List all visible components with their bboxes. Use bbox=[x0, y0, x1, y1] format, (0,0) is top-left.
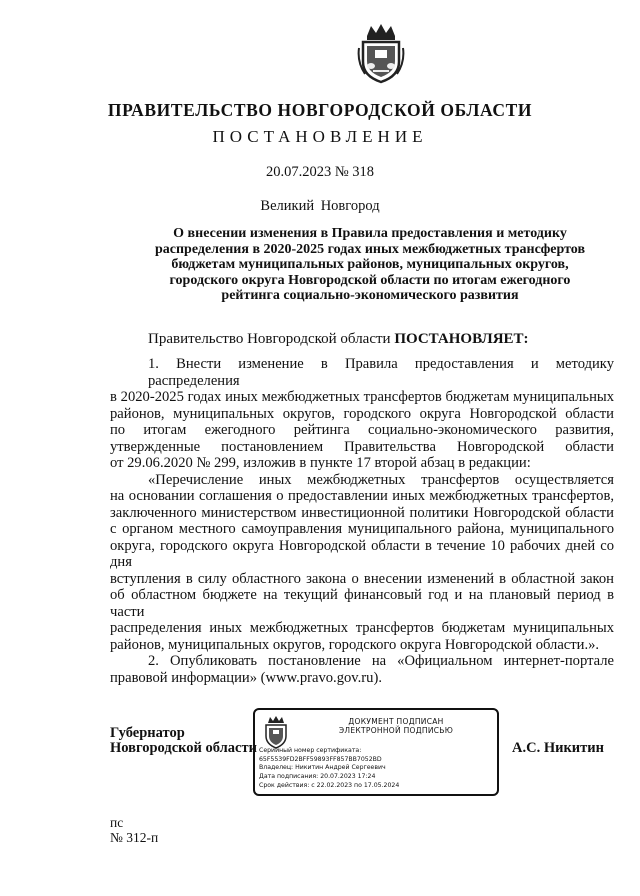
paragraph-2 bbox=[110, 653, 614, 686]
document-title bbox=[125, 226, 615, 304]
coat-of-arms-icon bbox=[357, 22, 405, 84]
document-body bbox=[110, 356, 614, 686]
footer-number: № 312-п bbox=[110, 830, 159, 845]
document-footer bbox=[110, 815, 158, 845]
stamp-heading bbox=[301, 717, 491, 735]
body-line: распределения иных межбюджетных трансфертов бюджетам муниципальных bbox=[110, 620, 614, 636]
body-line: «Перечисление иных межбюджетных трансфертов осуществляется bbox=[148, 471, 614, 488]
stamp-signed-date: Дата подписания: 20.07.2023 17:24 bbox=[259, 773, 376, 781]
signatory-title bbox=[110, 726, 257, 756]
organization-title: ПРАВИТЕЛЬСТВО НОВГОРОДСКОЙ ОБЛАСТИ bbox=[107, 100, 533, 120]
decree-keyword: ПОСТАНОВЛЯЕТ: bbox=[394, 331, 529, 347]
signatory-title-line: Губернатор bbox=[110, 725, 185, 741]
electronic-signature-stamp bbox=[253, 708, 499, 796]
body-line: вступления в силу областного закона о внесении изменений в областной закон bbox=[110, 570, 614, 587]
signatory-title-line: Новгородской области bbox=[110, 740, 257, 756]
paragraph-1 bbox=[110, 356, 614, 472]
body-line: районов, муниципальных округов, городского округа Новгородской области bbox=[110, 405, 614, 422]
signatory-name: А.С. Никитин bbox=[512, 740, 604, 756]
stamp-validity: Срок действия: с 22.02.2023 по 17.05.2024 bbox=[259, 781, 400, 789]
stamp-owner: Владелец: Никитин Андрей Сергеевич bbox=[259, 764, 386, 772]
title-line: рейтинга социально-экономического развития bbox=[221, 288, 519, 303]
body-line: с органом местного самоуправления муниципального района, муниципального bbox=[110, 521, 614, 537]
footer-initials: пс bbox=[110, 815, 124, 830]
body-line: от 29.06.2020 № 299, изложив в пункте 17 второй абзац в редакции: bbox=[110, 455, 531, 471]
body-line: на основании соглашения о предоставлении иных межбюджетных трансфертов, bbox=[110, 488, 614, 504]
stamp-details bbox=[259, 747, 399, 791]
stamp-heading-line: ДОКУМЕНТ ПОДПИСАН bbox=[348, 717, 444, 726]
body-line: по итогам ежегодного рейтинга социально-экономического развития, bbox=[110, 422, 614, 438]
paragraph-quote bbox=[110, 472, 614, 654]
body-line: округа, городского округа Новгородской области в течение 10 рабочих дней со дня bbox=[110, 537, 614, 570]
stamp-heading-line: ЭЛЕКТРОННОЙ ПОДПИСЬЮ bbox=[338, 726, 454, 735]
document-type: ПОСТАНОВЛЕНИЕ bbox=[212, 127, 428, 146]
decree-line bbox=[148, 331, 529, 348]
title-line: О внесении изменения в Правила предоставления и методику bbox=[173, 226, 567, 241]
document-date-number: 20.07.2023 № 318 bbox=[265, 164, 375, 180]
title-line: бюджетам муниципальных районов, муниципальных округов, bbox=[171, 257, 569, 272]
stamp-serial-label: Серийный номер сертификата: bbox=[259, 747, 362, 754]
document-city: Великий Новгород bbox=[260, 198, 380, 214]
body-line: в 2020-2025 годах иных межбюджетных трансфертов бюджетам муниципальных bbox=[110, 389, 614, 405]
body-line: районов, муниципальных округов, городского округа Новгородской области.». bbox=[110, 636, 600, 653]
body-line: заключенного министерством инвестиционной политики Новгородской области bbox=[110, 504, 614, 521]
stamp-coat-of-arms-icon bbox=[261, 715, 291, 749]
stamp-serial: 65F5539FD2BFF59893FF857BB7052BD bbox=[259, 755, 382, 763]
body-line: 2. Опубликовать постановление на «Официальном интернет-портале bbox=[148, 653, 614, 669]
title-line: городского округа Новгородской области по итогам ежегодного bbox=[169, 272, 571, 288]
body-line: утвержденные постановлением Правительства Новгородской области bbox=[110, 438, 614, 455]
body-line: 1. Внести изменение в Правила предоставления и методику распределения bbox=[148, 356, 614, 389]
title-line: распределения в 2020-2025 годах иных межбюджетных трансфертов bbox=[154, 241, 585, 257]
body-line: правовой информации» (www.pravo.gov.ru). bbox=[110, 669, 382, 686]
decree-prefix: Правительство Новгородской области bbox=[148, 331, 395, 347]
body-line: об областном бюджете на текущий финансовый год и на плановый период в части bbox=[110, 587, 614, 620]
